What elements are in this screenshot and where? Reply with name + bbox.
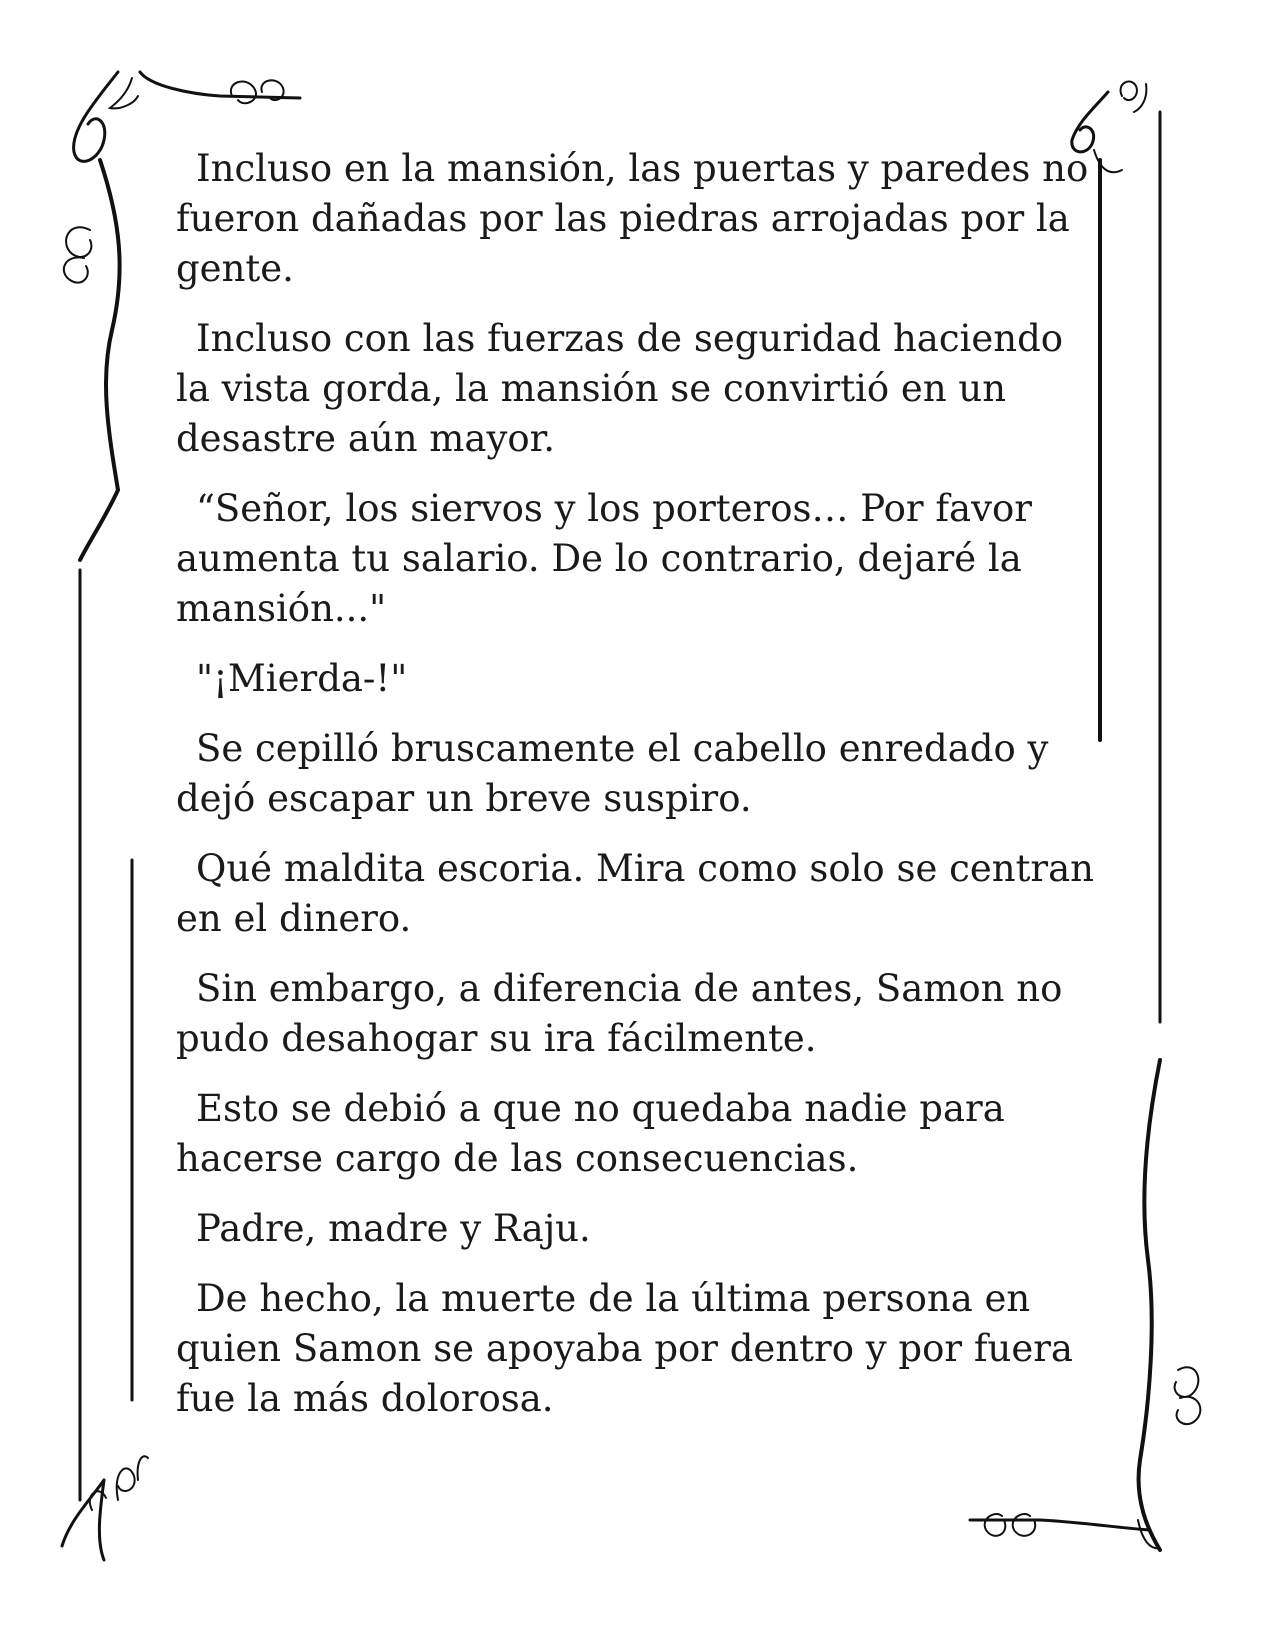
- paragraph-10: De hecho, la muerte de la última persona en quien Samon se apoyaba por dentro y por fuera fue la más dolorosa.: [176, 1277, 1073, 1420]
- paragraph-2: Incluso con las fuerzas de seguridad haciendo la vista gorda, la mansión se convirtió en un desastre aún mayor.: [176, 317, 1064, 460]
- story-text-block: [176, 144, 1096, 1444]
- paragraph-7: Sin embargo, a diferencia de antes, Samon no pudo desahogar su ira fácilmente.: [176, 967, 1063, 1060]
- paragraph-9: Padre, madre y Raju.: [196, 1207, 591, 1250]
- paragraph-1: Incluso en la mansión, las puertas y paredes no fueron dañadas por las piedras arrojadas por la gente.: [176, 147, 1089, 290]
- paragraph-4: "¡Mierda-!": [196, 657, 408, 700]
- paragraph-8: Esto se debió a que no quedaba nadie para hacerse cargo de las consecuencias.: [176, 1087, 1005, 1180]
- paragraph-5: Se cepilló bruscamente el cabello enredado y dejó escapar un breve suspiro.: [176, 727, 1049, 820]
- paragraph-6: Qué maldita escoria. Mira como solo se centran en el dinero.: [176, 847, 1095, 940]
- paragraph-3: “Señor, los siervos y los porteros… Por favor aumenta tu salario. De lo contrario, dejaré la mansión...": [176, 487, 1032, 630]
- flourish-bottom-left-icon: [62, 1456, 148, 1560]
